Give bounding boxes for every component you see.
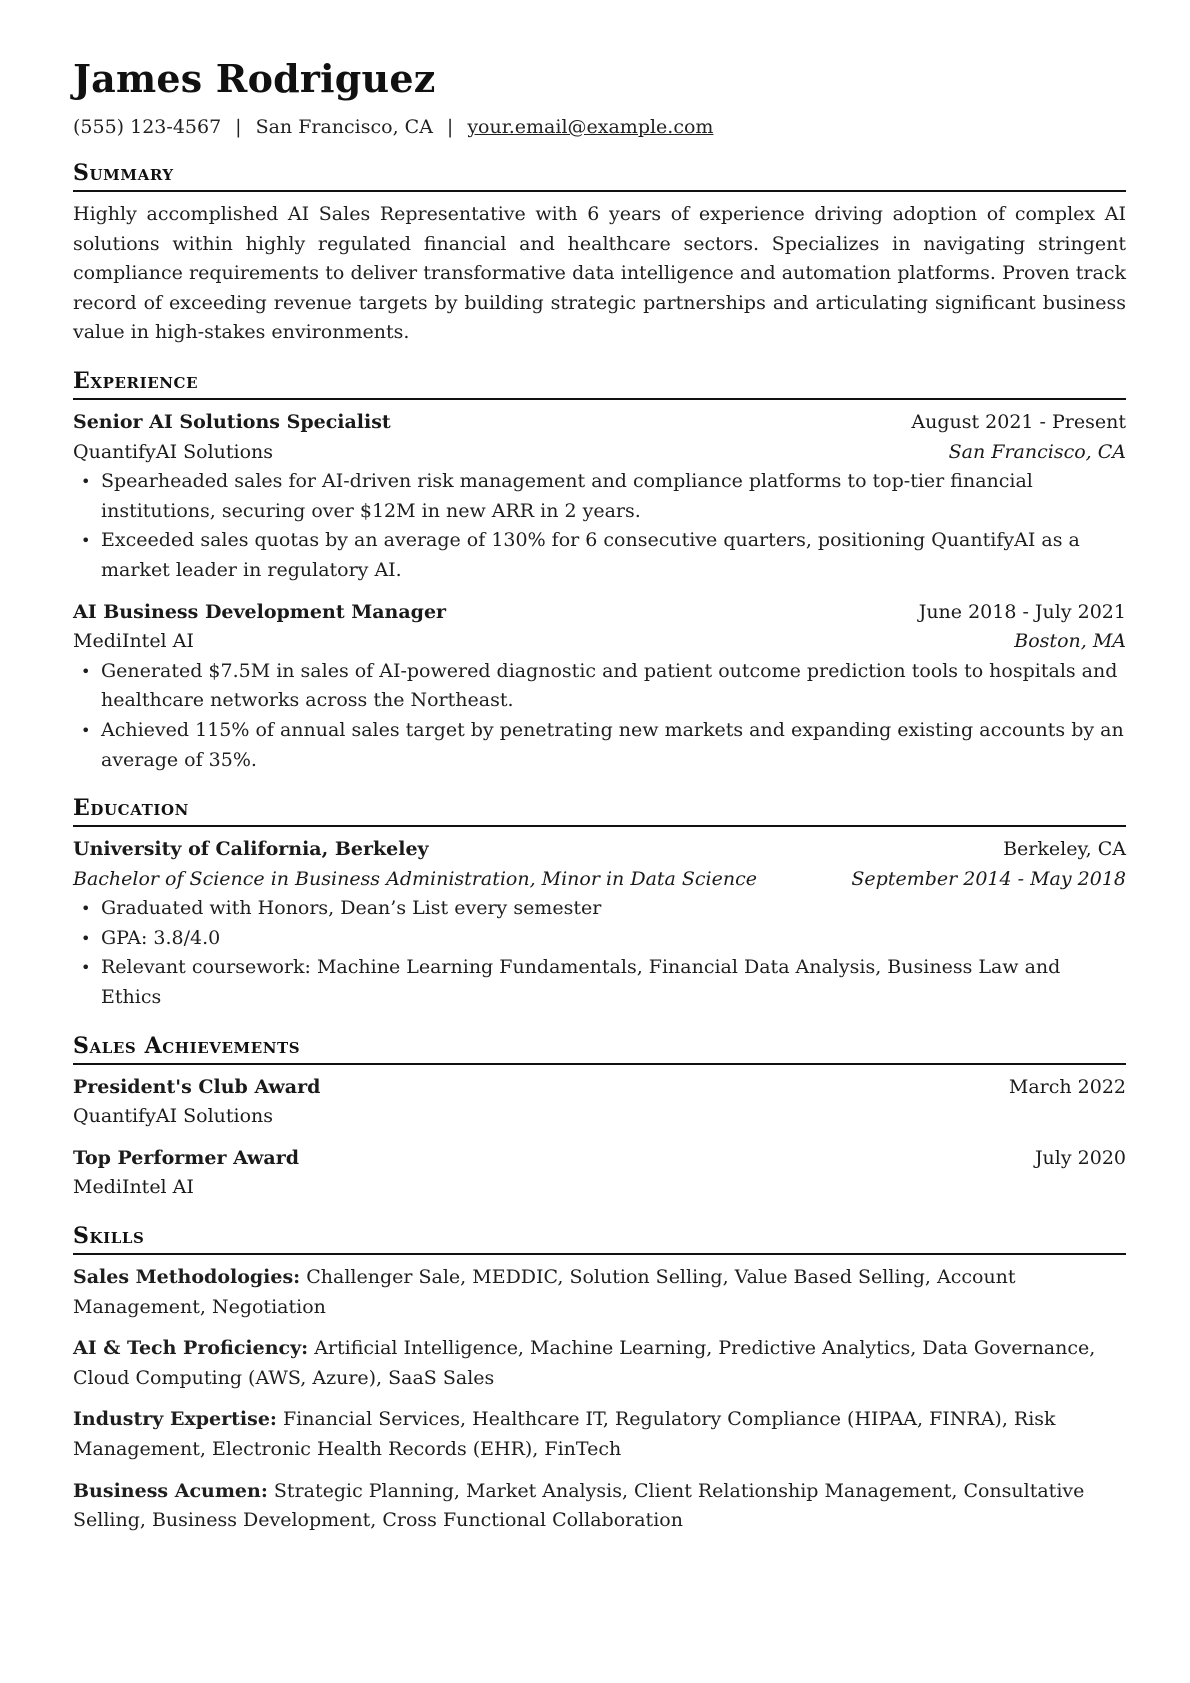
degree-text: Bachelor of Science in Business Administration, Minor in Data Science (73, 867, 757, 890)
bullet-item: • GPA: 3.8/4.0 (73, 924, 1126, 954)
bullet-item: • Relevant coursework: Machine Learning Fundamentals, Financial Data Analysis, Business Law and Ethics (73, 953, 1126, 1012)
job-location: San Francisco, CA (948, 440, 1126, 463)
skills-list (73, 1263, 1126, 1536)
skill-label: AI & Tech Proficiency: (73, 1337, 309, 1360)
bullet-item: • Generated $7.5M in sales of AI-powered diagnostic and patient outcome prediction tools to hospitals and healthcare networks across the Northeast. (73, 657, 1126, 716)
education-dates: September 2014 - May 2018 (851, 867, 1126, 890)
company-name: MediIntel AI (73, 630, 194, 653)
skill-value: Challenger Sale, MEDDIC, Solution Selling, Value Based Selling, Account Management, Negotiation (73, 1266, 1016, 1318)
skill-row (73, 1405, 1126, 1464)
job-dates: June 2018 - July 2021 (918, 600, 1126, 623)
email-link[interactable]: your.email@example.com (467, 116, 714, 138)
award-name: President's Club Award (73, 1075, 321, 1098)
education-entry (73, 835, 1126, 1013)
summary-text: Highly accomplished AI Sales Representative with 6 years of experience driving adoption of complex AI solutions within highly regulated financial and healthcare sectors. Specializes in navigating stringent compliance requirements to deliver transformative data intelligence and automation platforms. Proven track record of exceeding revenue targets by building strategic partnerships and articulating significant business value in high-stakes environments. (73, 203, 1126, 344)
achievement-entry (73, 1144, 1126, 1203)
school-name: University of California, Berkeley (73, 838, 429, 861)
skill-row (73, 1263, 1126, 1322)
bullet-item: • Spearheaded sales for AI-driven risk management and compliance platforms to top-tier financial institutions, securing over $12M in new ARR in 2 years. (73, 467, 1126, 526)
resume-page (73, 56, 1126, 1536)
skill-row (73, 1477, 1126, 1536)
job-dates: August 2021 - Present (911, 410, 1126, 433)
section-title-education: Education (73, 795, 1126, 827)
job-bullets (73, 657, 1126, 775)
award-date: July 2020 (1034, 1146, 1126, 1169)
skill-value: Financial Services, Healthcare IT, Regulatory Compliance (HIPAA, FINRA), Risk Management, Electronic Health Records (EHR), FinTech (73, 1408, 1056, 1460)
location-text: San Francisco, CA (255, 116, 433, 138)
section-title-skills: Skills (73, 1223, 1126, 1255)
award-company: QuantifyAI Solutions (73, 1105, 274, 1128)
contact-line (73, 114, 1126, 140)
job-title: Senior AI Solutions Specialist (73, 410, 391, 433)
skill-label: Sales Methodologies: (73, 1266, 301, 1289)
company-name: QuantifyAI Solutions (73, 440, 274, 463)
job-bullets (73, 467, 1126, 585)
section-title-summary: Summary (73, 160, 1126, 192)
school-location: Berkeley, CA (1003, 838, 1126, 861)
skill-value: Strategic Planning, Market Analysis, Client Relationship Management, Consultative Selling, Business Development, Cross Functional Collaboration (73, 1479, 1085, 1532)
candidate-name: James Rodriguez (73, 56, 436, 101)
skill-row (73, 1334, 1126, 1393)
contact-separator: | (446, 116, 454, 138)
skill-value: Artificial Intelligence, Machine Learning, Predictive Analytics, Data Governance, Cloud Computing (AWS, Azure), SaaS Sales (73, 1337, 1096, 1389)
skill-label: Business Acumen: (73, 1479, 268, 1502)
section-title-achievements: Sales Achievements (73, 1033, 1126, 1065)
bullet-item: • Exceeded sales quotas by an average of 130% for 6 consecutive quarters, positioning QuantifyAI as a market leader in regulatory AI. (73, 526, 1126, 585)
education-bullets (73, 894, 1126, 1012)
bullet-item: • Graduated with Honors, Dean’s List every semester (73, 894, 1126, 924)
job-location: Boston, MA (1014, 630, 1126, 653)
award-date: March 2022 (1008, 1075, 1126, 1098)
experience-entry (73, 598, 1126, 776)
experience-entry (73, 408, 1126, 586)
phone-number: (555) 123-4567 (73, 116, 222, 138)
section-title-experience: Experience (73, 368, 1126, 400)
contact-separator: | (235, 116, 242, 138)
achievement-entry (73, 1073, 1126, 1132)
job-title: AI Business Development Manager (73, 600, 447, 623)
skill-label: Industry Expertise: (73, 1408, 277, 1431)
award-company: MediIntel AI (73, 1176, 194, 1199)
award-name: Top Performer Award (73, 1146, 300, 1169)
bullet-item: • Achieved 115% of annual sales target by penetrating new markets and expanding existing accounts by an average of 35%. (73, 716, 1126, 775)
